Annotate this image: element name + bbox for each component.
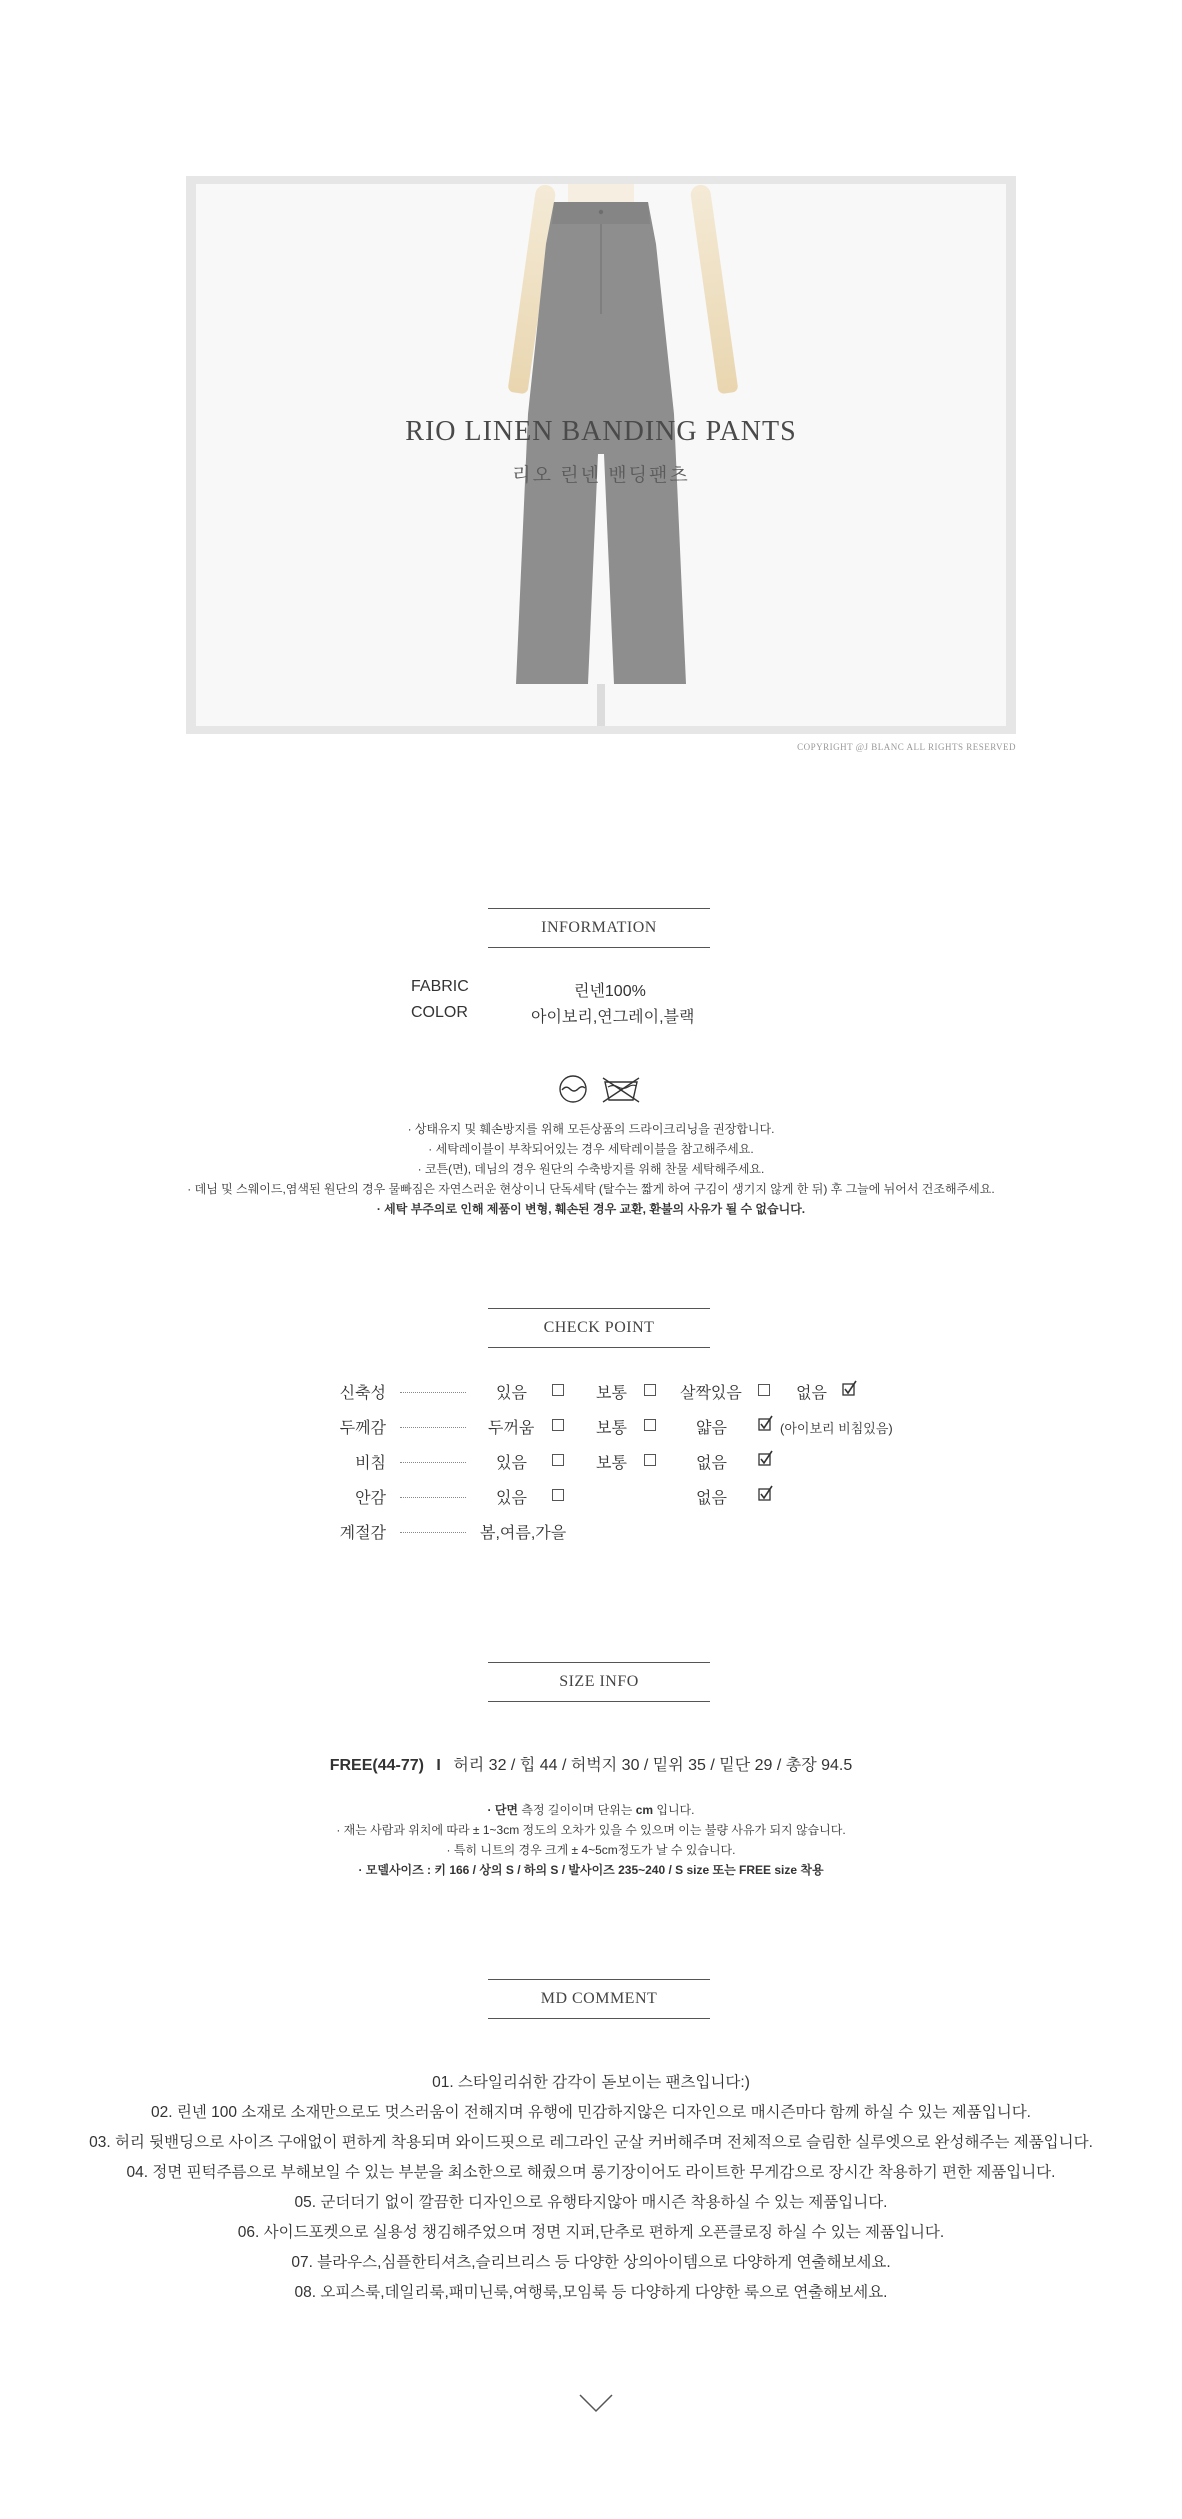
option-text: 있음 [496, 1385, 527, 1402]
checkbox[interactable] [552, 1454, 564, 1466]
dotted-leader [400, 1392, 466, 1393]
checkpoint-label-season: 계절감 [339, 1525, 386, 1542]
option-text: 없음 [696, 1490, 727, 1507]
md-comment-lines [0, 2068, 1182, 2308]
fabric-label: FABRIC [411, 978, 469, 995]
checkbox[interactable] [644, 1454, 656, 1466]
size-note: · 단면 측정 길이이며 단위는 cm 입니다. [487, 1803, 695, 1817]
size-info-heading: SIZE INFO [488, 1662, 710, 1702]
md-comment-line: 06. 사이드포켓으로 실용성 챙김해주었으며 정면 지퍼,단추로 편하게 오픈클로징 하실 수 있는 제품입니다. [237, 2224, 945, 2241]
fabric-value: 린넨100% [574, 983, 646, 1000]
size-values: 허리 32 / 힙 44 / 허벅지 30 / 밑위 35 / 밑단 29 / 총장 94.5 [453, 1757, 853, 1774]
care-note: · 코튼(면), 데님의 경우 원단의 수축방지를 위해 찬물 세탁해주세요. [417, 1162, 765, 1176]
care-note: · 세탁레이블이 부착되어있는 경우 세탁레이블을 참고해주세요. [428, 1142, 754, 1156]
chevron-down-icon[interactable] [578, 2392, 614, 2414]
option-text: 없음 [696, 1455, 727, 1472]
option-text: 보통 [596, 1420, 627, 1437]
checkbox[interactable] [552, 1419, 564, 1431]
checkbox[interactable] [552, 1384, 564, 1396]
option-text: 없음 [796, 1385, 827, 1402]
md-comment-line: 04. 정면 핀턱주름으로 부해보일 수 있는 부분을 최소한으로 해줬으며 롱기장이어도 라이트한 무게감으로 장시간 착용하기 편한 제품입니다. [126, 2164, 1056, 2181]
option-text: 있음 [496, 1455, 527, 1472]
option-text: 살짝있음 [680, 1385, 742, 1402]
size-measurements [0, 1752, 1182, 1775]
no-bleach-icon [600, 1074, 642, 1104]
checked-checkbox[interactable] [758, 1415, 774, 1431]
checkpoint-label-sheerness: 비침 [355, 1455, 386, 1472]
care-note: · 상태유지 및 훼손방지를 위해 모든상품의 드라이크리닝을 권장합니다. [407, 1122, 775, 1136]
option-text: 보통 [596, 1385, 627, 1402]
pants-illustration [196, 184, 1006, 726]
thickness-note: (아이보리 비침있음) [780, 1421, 893, 1436]
size-label: FREE(44-77) [329, 1757, 424, 1774]
size-separator: I [436, 1757, 441, 1774]
season-value: 봄,여름,가을 [480, 1525, 567, 1542]
option-text: 두꺼움 [488, 1420, 535, 1437]
size-note: · 재는 사람과 위치에 따라 ± 1~3cm 정도의 오차가 있을 수 있으며 이는 불량 사유가 되지 않습니다. [336, 1823, 846, 1837]
hero-photo-frame [196, 184, 1006, 726]
information-heading: INFORMATION [488, 908, 710, 948]
checkbox[interactable] [758, 1384, 770, 1396]
product-title-ko: 리오 린넨 밴딩팬츠 [512, 465, 690, 486]
care-note: · 데님 및 스웨이드,염색된 원단의 경우 물빠짐은 자연스러운 현상이니 단독세탁 (탈수는 짧게 하여 구김이 생기지 않게 한 뒤) 후 그늘에 뉘어서 건조해주세요. [187, 1182, 995, 1196]
checked-checkbox[interactable] [758, 1450, 774, 1466]
checkbox[interactable] [644, 1384, 656, 1396]
product-title-en: RIO LINEN BANDING PANTS [405, 416, 797, 447]
md-comment-line: 07. 블라우스,심플한티셔츠,슬리브리스 등 다양한 상의아이템으로 다양하게 연출해보세요. [291, 2254, 891, 2271]
check-point-heading: CHECK POINT [488, 1308, 710, 1348]
checkbox[interactable] [552, 1489, 564, 1501]
checked-checkbox[interactable] [842, 1380, 858, 1396]
md-comment-line: 05. 군더더기 없이 깔끔한 디자인으로 유행타지않아 매시즌 착용하실 수 있는 제품입니다. [294, 2194, 888, 2211]
dotted-leader [400, 1462, 466, 1463]
checkpoint-label-lining: 안감 [355, 1490, 386, 1507]
checked-checkbox[interactable] [758, 1485, 774, 1501]
size-note: · 특히 니트의 경우 크게 ± 4~5cm정도가 날 수 있습니다. [446, 1843, 736, 1857]
dotted-leader [400, 1497, 466, 1498]
size-notes [0, 1800, 1182, 1880]
md-comment-heading: MD COMMENT [488, 1979, 710, 2019]
md-comment-line: 03. 허리 뒷밴딩으로 사이즈 구애없이 편하게 착용되며 와이드핏으로 레그라인 군살 커버해주며 전체적으로 슬림한 실루엣으로 완성해주는 제품입니다. [89, 2134, 1093, 2151]
md-comment-line: 01. 스타일리쉬한 감각이 돋보이는 팬츠입니다:) [432, 2074, 750, 2091]
option-text: 보통 [596, 1455, 627, 1472]
model-size-note: · 모델사이즈 : 키 166 / 상의 S / 하의 S / 발사이즈 235~240 / S size 또는 FREE size 착용 [358, 1863, 824, 1877]
checkbox[interactable] [644, 1419, 656, 1431]
option-text: 있음 [496, 1490, 527, 1507]
color-value: 아이보리,연그레이,블랙 [531, 1009, 695, 1026]
option-text: 얇음 [696, 1420, 727, 1437]
md-comment-line: 02. 린넨 100 소재로 소재만으로도 멋스러움이 전해지며 유행에 민감하지않은 디자인으로 매시즌마다 함께 하실 수 있는 제품입니다. [151, 2104, 1031, 2121]
color-label: COLOR [411, 1004, 468, 1021]
care-note-warning: · 세탁 부주의로 인해 제품이 변형, 훼손된 경우 교환, 환불의 사유가 될 수 없습니다. [376, 1202, 806, 1216]
checkpoint-label-stretch: 신축성 [339, 1385, 386, 1402]
dotted-leader [400, 1532, 466, 1533]
checkpoint-label-thickness: 두께감 [339, 1420, 386, 1437]
care-notes [0, 1119, 1182, 1219]
md-comment-line: 08. 오피스룩,데일리룩,패미닌룩,여행룩,모임룩 등 다양하게 다양한 룩으로 연출해보세요. [294, 2284, 888, 2301]
copyright-text: COPYRIGHT @J BLANC ALL RIGHTS RESERVED [797, 742, 1016, 752]
dotted-leader [400, 1427, 466, 1428]
product-hero-image [186, 176, 1016, 734]
hand-wash-icon [558, 1074, 588, 1104]
